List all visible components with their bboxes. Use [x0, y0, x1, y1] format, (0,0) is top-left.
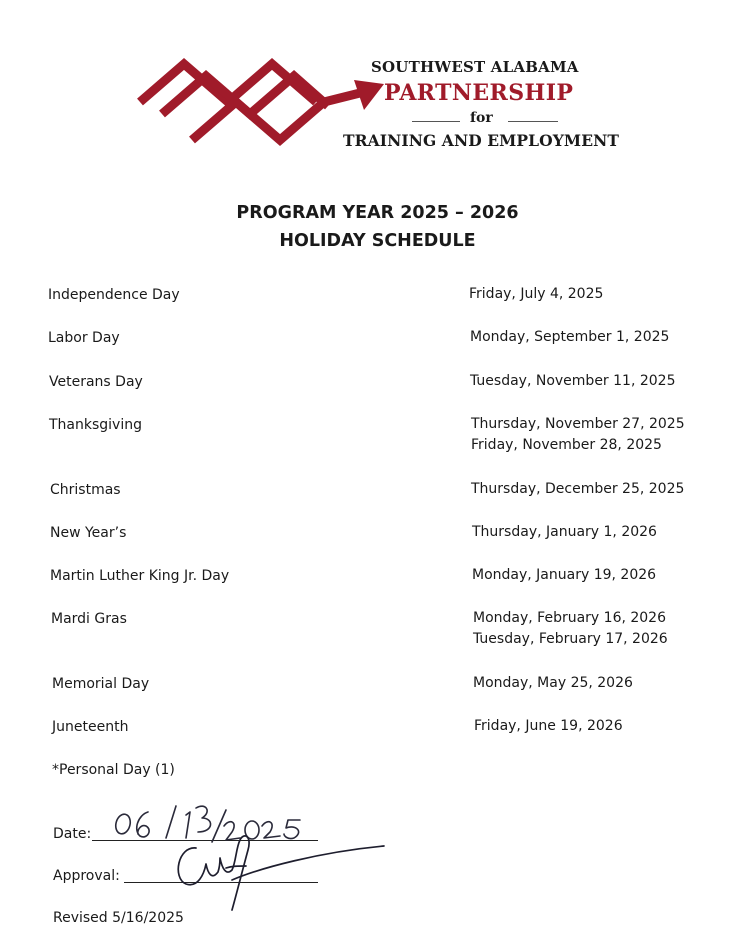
page-title: PROGRAM YEAR 2025 – 2026 [236, 203, 519, 223]
personal-day-note: *Personal Day (1) [52, 762, 175, 778]
holiday-date: Monday, September 1, 2025 [470, 329, 670, 345]
holiday-name: Labor Day [48, 330, 120, 346]
org-name-line1: SOUTHWEST ALABAMA [371, 58, 579, 76]
holiday-date: Tuesday, February 17, 2026 [473, 631, 668, 647]
holiday-date: Monday, May 25, 2026 [473, 675, 633, 691]
org-rule-left [412, 121, 460, 122]
holiday-date: Friday, July 4, 2025 [469, 286, 604, 302]
holiday-date: Monday, February 16, 2026 [473, 610, 666, 626]
holiday-name: New Year’s [50, 525, 127, 541]
holiday-date: Thursday, November 27, 2025 [471, 416, 685, 432]
holiday-date: Friday, November 28, 2025 [471, 437, 662, 453]
approval-underline [124, 882, 318, 883]
holiday-name: Independence Day [48, 287, 180, 303]
org-rule-right [508, 121, 558, 122]
holiday-name: Martin Luther King Jr. Day [50, 568, 230, 584]
holiday-name: Christmas [50, 482, 121, 498]
holiday-date: Thursday, December 25, 2025 [471, 481, 685, 497]
holiday-name: Memorial Day [52, 676, 150, 692]
holiday-name: Juneteenth [52, 719, 129, 735]
org-name-line4: TRAINING AND EMPLOYMENT [343, 131, 620, 150]
holiday-name: Mardi Gras [51, 611, 127, 627]
holiday-date: Thursday, January 1, 2026 [472, 524, 657, 540]
holiday-name: Thanksgiving [49, 417, 142, 433]
holiday-date: Monday, January 19, 2026 [472, 567, 657, 583]
org-name-line3: for [470, 110, 493, 126]
revised-note: Revised 5/16/2025 [53, 910, 184, 926]
date-underline [92, 840, 318, 841]
org-name-line2: PARTNERSHIP [384, 80, 574, 106]
date-label: Date: [53, 826, 92, 842]
approval-label: Approval: [53, 868, 120, 884]
holiday-date: Tuesday, November 11, 2025 [470, 373, 676, 389]
page-subtitle: HOLIDAY SCHEDULE [279, 231, 476, 251]
holiday-name: Veterans Day [49, 374, 143, 390]
holiday-date: Friday, June 19, 2026 [474, 718, 623, 734]
